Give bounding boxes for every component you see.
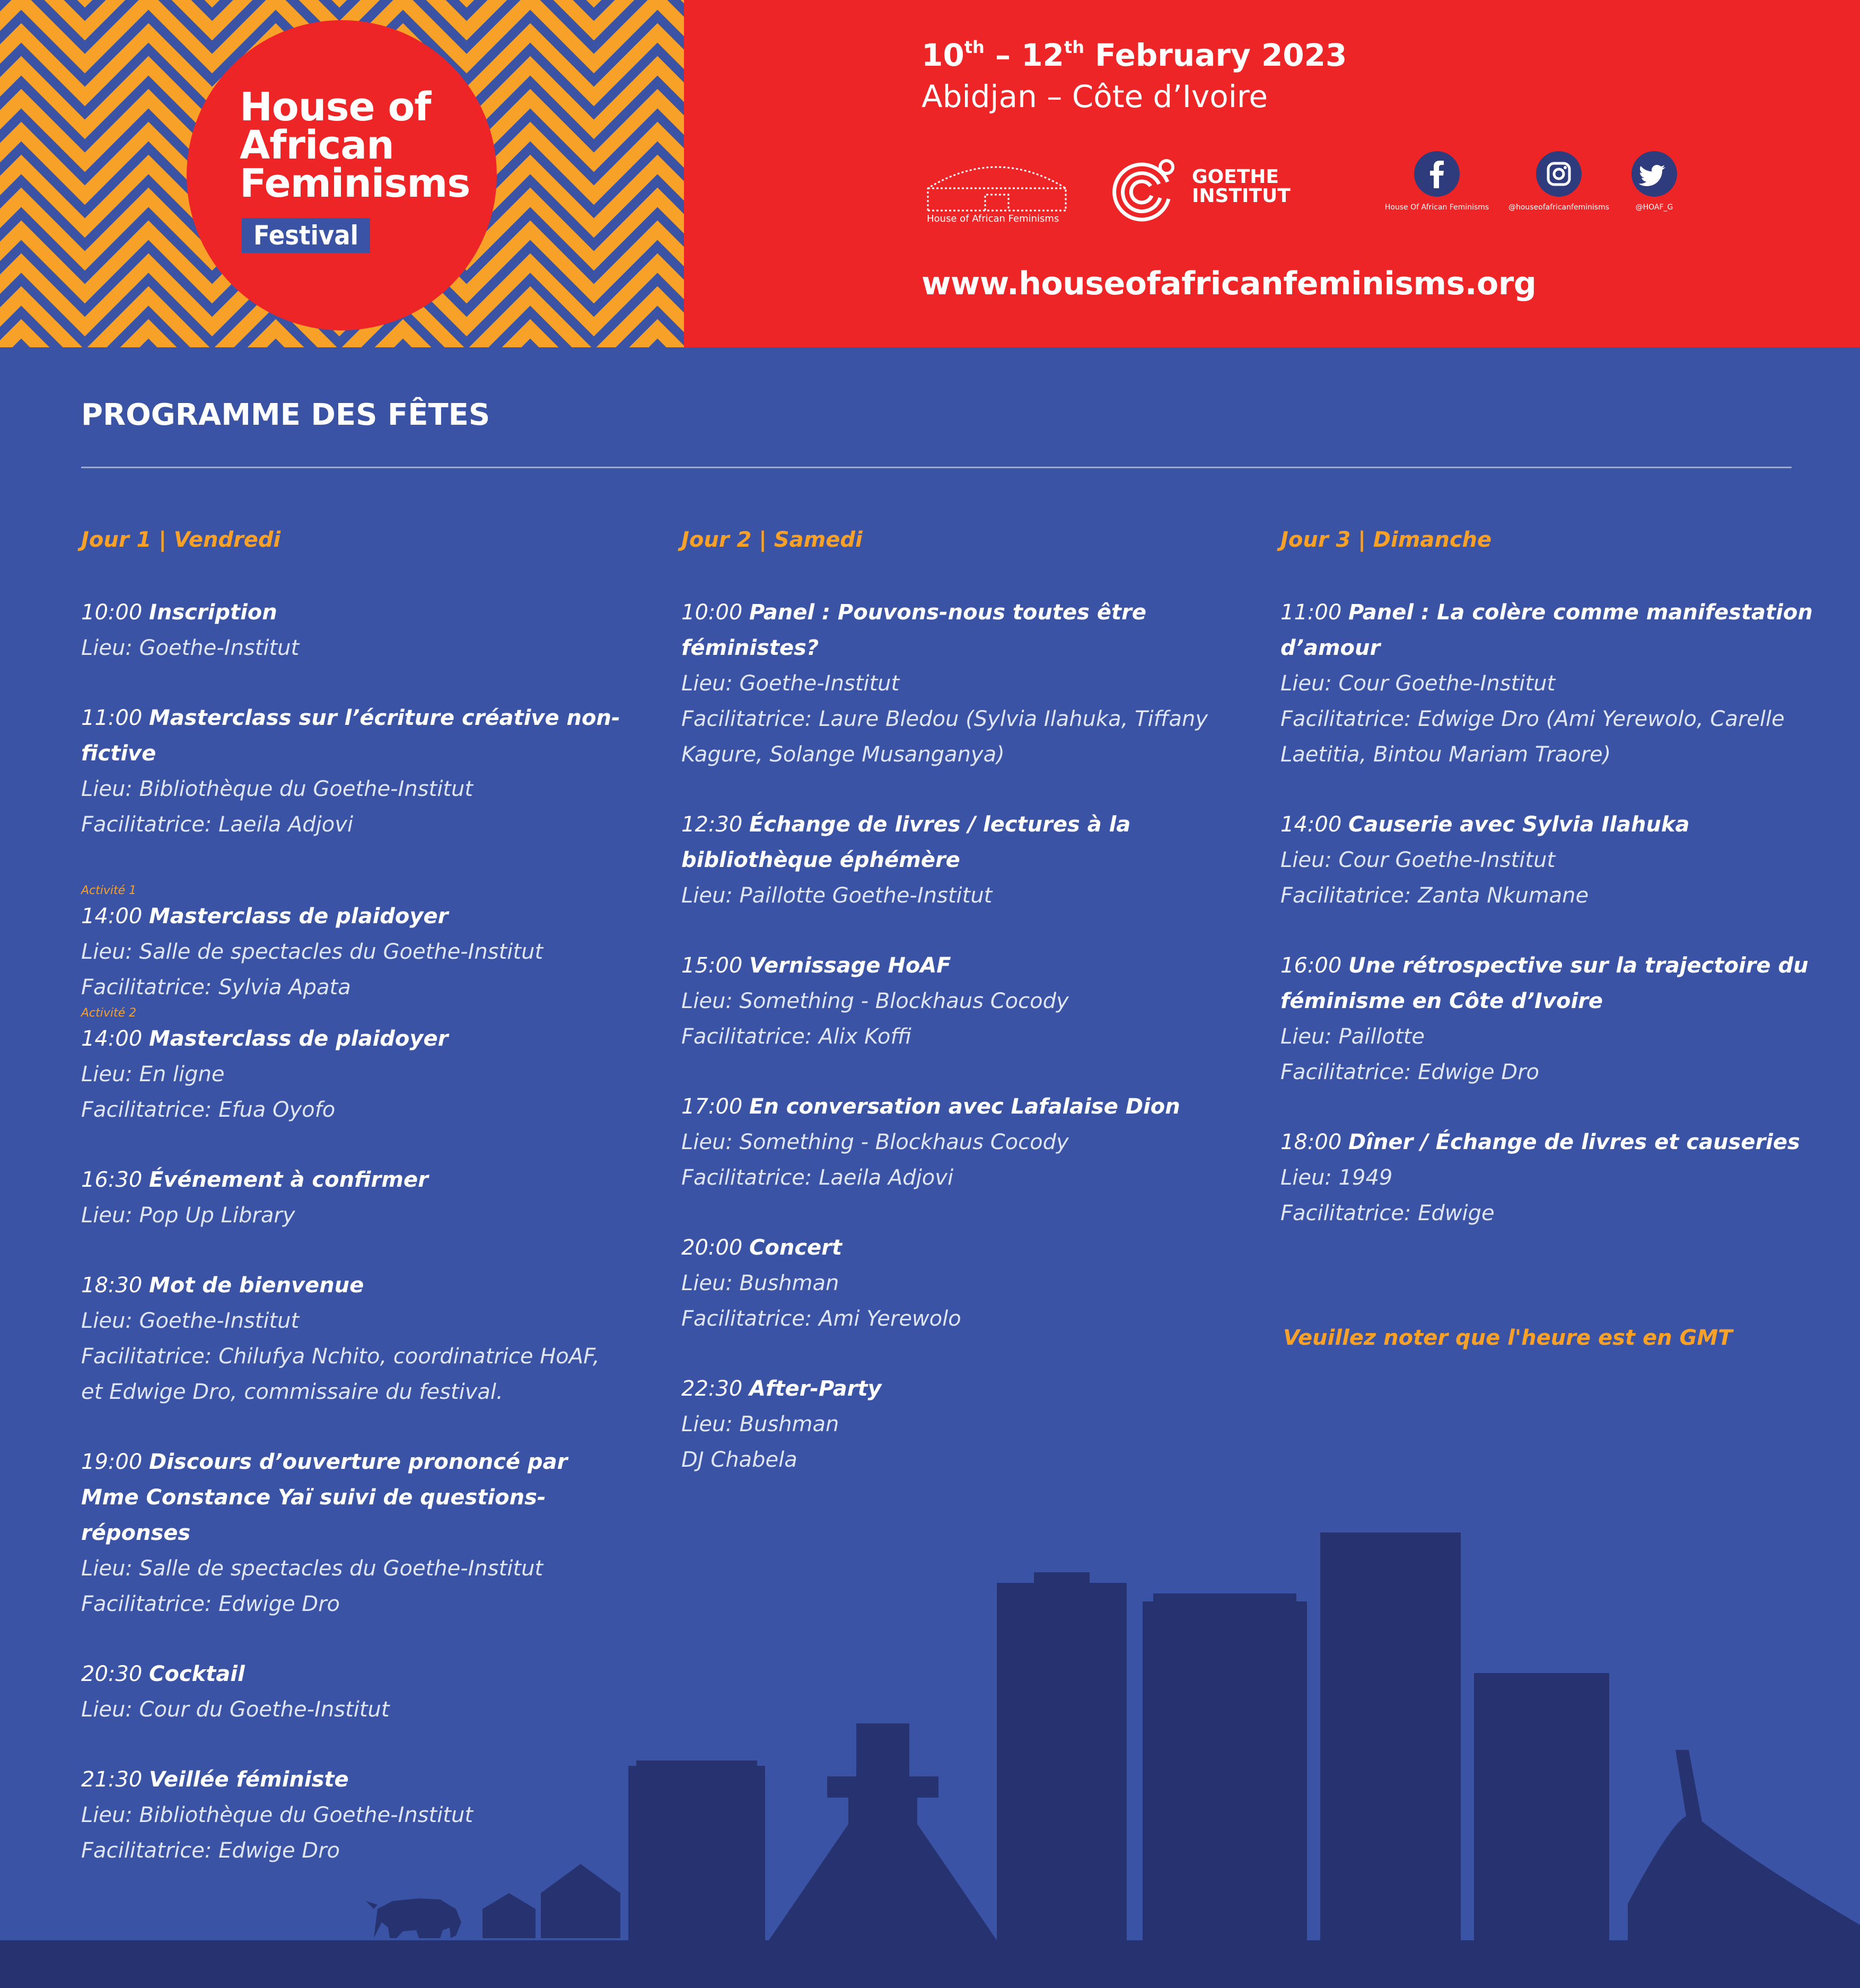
event-detail: Facilitatrice: Zanta Nkumane — [1280, 883, 1589, 908]
event-detail: Lieu: Goethe-Institut — [81, 636, 300, 660]
festival-logo-title — [240, 84, 473, 206]
instagram-link[interactable] — [1501, 151, 1617, 212]
event-detail: Facilitatrice: Edwige Dro — [81, 1838, 340, 1863]
header — [0, 0, 1860, 347]
event-name: Événement à confirmer — [149, 1168, 428, 1192]
event-item — [81, 700, 622, 843]
end-day: 12 — [1021, 37, 1064, 73]
goethe-line-2: INSTITUT — [1192, 185, 1291, 207]
event-detail: Facilitatrice: Laure Bledou (Sylvia Ilahuka, Tiffany — [681, 707, 1208, 731]
goethe-line-1: GOETHE — [1192, 166, 1279, 188]
event-title-line — [681, 1230, 1222, 1266]
timezone-note: Veuillez noter que l'heure est en GMT — [1283, 1326, 1733, 1350]
event-detail: Lieu: Bibliothèque du Goethe-Institut — [81, 1803, 473, 1827]
event-time: 14:00 — [81, 1027, 143, 1051]
event-detail: Lieu: Bibliothèque du Goethe-Institut — [81, 777, 473, 801]
event-detail: Kagure, Solange Musanganya) — [681, 742, 1005, 767]
logo-line-1: House of — [240, 84, 431, 130]
event-detail: Lieu: Goethe-Institut — [681, 671, 900, 696]
event-detail: Facilitatrice: Alix Koffi — [681, 1024, 912, 1049]
event-name: Panel : Pouvons-nous toutes être féministes? — [681, 600, 1146, 660]
event-title-line — [681, 948, 1222, 984]
event-time: 14:00 — [1280, 812, 1342, 837]
event-item — [1280, 948, 1821, 1090]
event-name: En conversation avec Lafalaise Dion — [749, 1094, 1180, 1119]
event-item — [81, 595, 622, 666]
event-name: After-Party — [749, 1377, 882, 1401]
goethe-institut-logo-icon — [1104, 151, 1183, 231]
event-time: 21:30 — [81, 1767, 143, 1792]
event-item — [681, 1089, 1222, 1196]
event-name: Dîner / Échange de livres et causeries — [1348, 1130, 1800, 1154]
start-day-suffix: th — [964, 37, 985, 57]
event-time: 18:30 — [81, 1273, 143, 1298]
event-name: Une rétrospective sur la trajectoire du féminisme en Côte d’Ivoire — [1280, 953, 1809, 1013]
start-day: 10 — [922, 37, 964, 73]
event-detail: Lieu: Bushman — [681, 1271, 839, 1295]
event-time: 11:00 — [1280, 600, 1342, 625]
event-name: Masterclass de plaidoyer — [149, 1027, 449, 1051]
twitter-icon[interactable] — [1631, 151, 1677, 197]
event-detail: Lieu: Paillotte Goethe-Institut — [681, 883, 993, 908]
event-item — [1280, 595, 1821, 773]
event-title-line — [681, 807, 1222, 878]
event-spacer — [681, 773, 1222, 807]
event-title-line — [1280, 595, 1821, 666]
event-name: Panel : La colère comme manifestation d’amour — [1280, 600, 1813, 660]
event-time: 20:00 — [681, 1236, 743, 1260]
event-time: 17:00 — [681, 1094, 743, 1119]
event-name: Vernissage HoAF — [749, 953, 951, 978]
logo-line-2: African — [240, 122, 394, 168]
event-detail: et Edwige Dro, commissaire du festival. — [81, 1380, 503, 1404]
instagram-icon[interactable] — [1536, 151, 1582, 197]
event-time: 19:00 — [81, 1450, 143, 1474]
event-item — [81, 883, 622, 1005]
event-name: Inscription — [149, 600, 277, 625]
event-item — [681, 1371, 1222, 1478]
event-detail: Laetitia, Bintou Mariam Traore) — [1280, 742, 1611, 767]
event-detail: Lieu: 1949 — [1280, 1166, 1393, 1190]
event-spacer — [81, 1410, 622, 1444]
event-spacer — [1280, 914, 1821, 948]
event-detail: Lieu: Bushman — [681, 1412, 839, 1437]
logo-line-3: Feminisms — [240, 161, 470, 206]
event-name: Masterclass de plaidoyer — [149, 904, 449, 929]
event-detail: Lieu: Something - Blockhaus Cocody — [681, 1130, 1069, 1154]
event-detail: Facilitatrice: Efua Oyofo — [81, 1098, 336, 1122]
twitter-handle: @HOAF_G — [1635, 203, 1673, 212]
event-detail: Facilitatrice: Sylvia Apata — [81, 975, 351, 1000]
event-detail: Lieu: En ligne — [81, 1062, 225, 1087]
event-detail: Lieu: Something - Blockhaus Cocody — [681, 989, 1069, 1013]
activity-label: Activité 2 — [81, 1006, 137, 1020]
facebook-icon[interactable] — [1414, 151, 1460, 197]
event-title-line — [681, 1371, 1222, 1407]
event-time: 12:30 — [681, 812, 743, 837]
event-item — [681, 1230, 1222, 1337]
event-item — [681, 948, 1222, 1055]
goethe-institut-wordmark — [1192, 168, 1291, 206]
event-time: 15:00 — [681, 953, 743, 978]
event-name: Masterclass sur l’écriture créative non-fictive — [81, 706, 620, 766]
event-name: Cocktail — [149, 1662, 245, 1686]
activity-label: Activité 1 — [81, 884, 137, 897]
event-title-line — [1280, 1125, 1821, 1160]
event-detail: Lieu: Goethe-Institut — [81, 1309, 300, 1333]
hoaf-logo-text: House of African Feminisms — [927, 213, 1059, 224]
event-time: 14:00 — [81, 904, 143, 929]
event-time: 16:30 — [81, 1168, 143, 1192]
event-title-line — [681, 1089, 1222, 1125]
event-detail: Lieu: Cour du Goethe-Institut — [81, 1697, 390, 1722]
event-title-line — [81, 700, 622, 772]
event-detail: Facilitatrice: Ami Yerewolo — [681, 1307, 961, 1331]
event-time: 10:00 — [681, 600, 743, 625]
event-time: 18:00 — [1280, 1130, 1342, 1154]
festival-logo — [187, 20, 497, 330]
event-title-line — [81, 1268, 622, 1303]
event-item — [81, 1005, 622, 1128]
event-title-line — [81, 1162, 622, 1198]
event-title-line — [681, 595, 1222, 666]
event-time: 20:30 — [81, 1662, 143, 1686]
event-detail: Lieu: Salle de spectacles du Goethe-Institut — [81, 940, 543, 964]
event-spacer — [681, 914, 1222, 948]
event-location: Abidjan – Côte d’Ivoire — [922, 78, 1268, 115]
event-spacer — [81, 843, 622, 883]
date-separator: – — [984, 37, 1022, 73]
day-heading: Jour 2 | Samedi — [681, 528, 863, 552]
event-item — [81, 1268, 622, 1410]
event-spacer — [81, 666, 622, 700]
event-detail: DJ Chabela — [681, 1448, 797, 1472]
event-title-line — [1280, 948, 1821, 1019]
end-day-suffix: th — [1064, 37, 1084, 57]
event-item — [1280, 807, 1821, 914]
event-name: Causerie avec Sylvia Ilahuka — [1348, 812, 1690, 837]
event-name: Discours d’ouverture prononcé par Mme Constance Yaï suivi de questions-réponses — [81, 1450, 568, 1545]
event-spacer — [81, 1233, 622, 1268]
festival-badge: Festival — [242, 218, 370, 253]
day-3-column — [1280, 524, 1821, 1231]
event-item — [681, 807, 1222, 914]
event-spacer — [1280, 773, 1821, 807]
day-heading: Jour 1 | Vendredi — [81, 528, 281, 552]
event-title-line — [81, 899, 622, 934]
event-detail: Lieu: Cour Goethe-Institut — [1280, 671, 1556, 696]
website-link[interactable]: www.houseofafricanfeminisms.org — [922, 265, 1537, 302]
event-item — [1280, 1125, 1821, 1231]
month-year: February 2023 — [1084, 37, 1347, 73]
event-name: Concert — [749, 1236, 842, 1260]
facebook-handle: House Of African Feminisms — [1384, 203, 1489, 212]
event-detail: Facilitatrice: Edwige — [1280, 1201, 1495, 1225]
event-item — [81, 1162, 622, 1233]
event-title-line — [1280, 807, 1821, 843]
facebook-link[interactable] — [1379, 151, 1495, 212]
event-detail: Facilitatrice: Edwige Dro (Ami Yerewolo, Carelle — [1280, 707, 1785, 731]
event-spacer — [681, 1055, 1222, 1089]
event-name: Veillée féministe — [149, 1767, 349, 1792]
event-detail: Facilitatrice: Edwige Dro — [81, 1592, 340, 1616]
event-spacer — [681, 1196, 1222, 1230]
event-time: 11:00 — [81, 706, 143, 730]
event-detail: Lieu: Cour Goethe-Institut — [1280, 848, 1556, 872]
event-detail: Facilitatrice: Laeila Adjovi — [681, 1166, 954, 1190]
event-spacer — [1280, 1090, 1821, 1125]
event-spacer — [681, 1337, 1222, 1371]
event-time: 16:00 — [1280, 953, 1342, 978]
abidjan-skyline-illustration — [0, 1527, 1860, 1988]
event-detail: Lieu: Pop Up Library — [81, 1203, 295, 1228]
event-time: 22:30 — [681, 1377, 743, 1401]
event-detail: Facilitatrice: Laeila Adjovi — [81, 812, 354, 837]
event-detail: Facilitatrice: Chilufya Nchito, coordinatrice HoAF, — [81, 1344, 600, 1369]
event-item — [681, 595, 1222, 773]
day-2-column — [681, 524, 1222, 1478]
event-title-line — [81, 595, 622, 630]
day-heading: Jour 3 | Dimanche — [1280, 528, 1492, 552]
event-title-line — [81, 1021, 622, 1057]
event-detail: Lieu: Paillotte — [1280, 1024, 1425, 1049]
event-name: Échange de livres / lectures à la bibliothèque éphémère — [681, 812, 1131, 872]
instagram-handle: @houseofafricanfeminisms — [1508, 203, 1610, 212]
event-detail: Lieu: Salle de spectacles du Goethe-Institut — [81, 1556, 543, 1581]
event-dates — [922, 37, 1347, 73]
event-name: Mot de bienvenue — [149, 1273, 364, 1298]
event-time: 10:00 — [81, 600, 143, 625]
title-divider — [81, 467, 1792, 468]
event-spacer — [81, 1128, 622, 1162]
twitter-link[interactable] — [1612, 151, 1697, 212]
event-detail: Facilitatrice: Edwige Dro — [1280, 1060, 1540, 1084]
programme-title: PROGRAMME DES FÊTES — [81, 398, 490, 432]
